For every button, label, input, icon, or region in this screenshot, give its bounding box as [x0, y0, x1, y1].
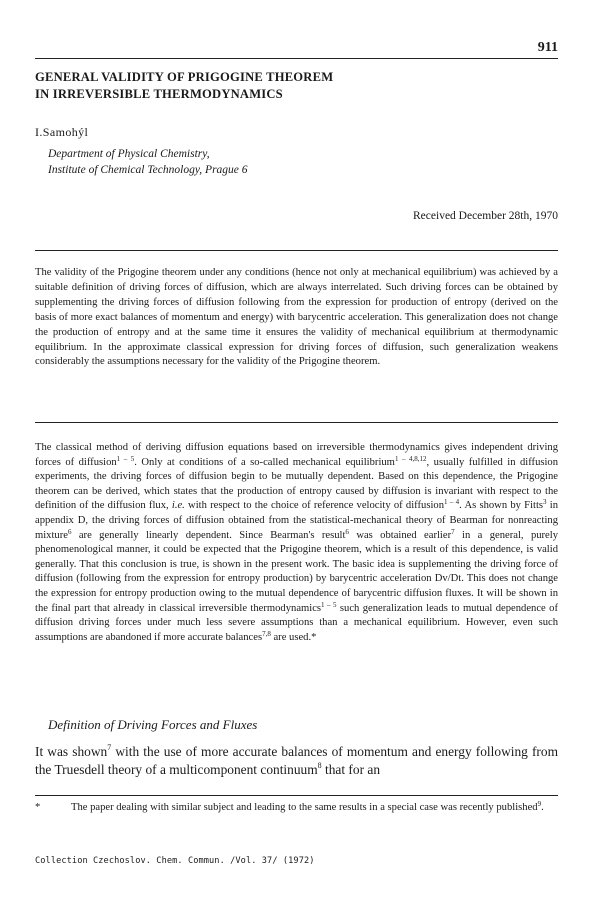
abstract-top-rule [35, 250, 558, 251]
abstract-paragraph: The validity of the Prigogine theorem under any conditions (hence not only at mechanical equilibrium) was achieved by a suitable definition of driving forces of diffusion, which are always interrelated. Such driving forces can be obtained by supplementing the driving forces of diffusion following from the expression for production of entropy (derived on the basis of more exact balances of momentum and energy) with barycentric acceleration. This generalization does not change the production of entropy and at the same time it ensures the validity of mechanical equilibrium at thermodynamic equilibrium. In the approximate classical expression for driving forces of diffusion, such generalization weakens considerably the assumptions necessary for the validity of the Prigogine theorem. [35, 267, 558, 368]
ie-abbrev: i.e. [171, 500, 185, 512]
journal-citation-footer: Collection Czechoslov. Chem. Commun. /Vol. 37/ (1972) [35, 856, 315, 866]
abstract-bottom-rule [35, 422, 558, 423]
citation-ref: 3 [543, 498, 547, 507]
footnote: * The paper dealing with similar subject and leading to the same results in a special case was recently published$^9$. [35, 801, 558, 815]
citation-ref: 1 – 4,8,12 [394, 454, 427, 463]
affiliation-line-2: Institute of Chemical Technology, Prague 6 [48, 164, 248, 176]
footnote-rule [35, 795, 558, 796]
author-affiliation [48, 146, 248, 178]
header-rule [35, 58, 558, 59]
footnote-mark: * [35, 802, 41, 813]
citation-ref: 6 [345, 527, 349, 536]
citation-ref: 8 [317, 761, 322, 771]
citation-ref: 6 [67, 527, 72, 536]
received-date: Received December 28th, 1970 [413, 210, 558, 222]
citation-ref: 1 – 5 [321, 600, 337, 609]
citation-ref: 7,8 [262, 629, 271, 638]
section-heading: Definition of Driving Forces and Fluxes [48, 717, 258, 732]
citation-ref: 1 – 5 [116, 454, 135, 463]
citation-ref: 7 [451, 527, 455, 536]
author-name: I.Samohýl [35, 125, 89, 139]
intro-paragraph: The classical method of deriving diffusion equations based on irreversible thermodynamics gives independent driving forces of diffusion$^{1 - 5}$. Only at conditions of a so-called mechanical equilibrium$^{1 - 4,8,12}$, usually fulfilled in diffusion experiments, the driving forces of diffusion begin to be mutually dependent. Based on this dependence, the Prigogine theorem can be derived, which states that the production of entropy caused by diffusion is invariant with respect to the definition of the diffusion flux, i.e. with respect to the choice of reference velocity of diffusion$^{1 - 4}$. As shown by Fitts$^3$ in appendix D, the driving forces of diffusion obtained from the statistical-mechanical theory of Bearman for nonreacting mixture$^6$ are generally linearly dependent. Since Bearman's result$^6$ was obtained earlier$^7$ in a general, purely phenomenological manner, it could be expected that the Prigogine theorem, which is a result of this dependence, is valid generally. That this conclusion is true, is shown in the present work. The basic idea is supplementing the driving force of diffusion (following from the expression for entropy production) by barycentric acceleration Dv/Dt. This does not change the expression for entropy production owing to the mutual dependence of barycentric diffusion fluxes. It will be shown in the final part that already in classical irreversible thermodynamics$^{1 - 5}$ such generalization leads to mutual dependence of diffusion driving forces under much less severe assumptions than a mechanical equilibrium. However, even such assumptions are abandoned if more accurate balances$^{7,8}$ are used.* [35, 442, 559, 643]
page-number: 911 [537, 40, 558, 55]
citation-ref: 1 – 4 [444, 498, 460, 507]
section-paragraph: It was shown$^7$ with the use of more accurate balances of momentum and energy following from the Truesdell theory of a multicomponent continuum$^8$ that for an [35, 743, 559, 778]
article-title [35, 69, 495, 103]
citation-ref: 9 [537, 800, 542, 808]
title-line-2: IN IRREVERSIBLE THERMODYNAMICS [35, 87, 283, 101]
affiliation-line-1: Department of Physical Chemistry, [48, 148, 210, 160]
citation-ref: 7 [107, 743, 112, 752]
title-line-1: GENERAL VALIDITY OF PRIGOGINE THEOREM [35, 70, 334, 84]
